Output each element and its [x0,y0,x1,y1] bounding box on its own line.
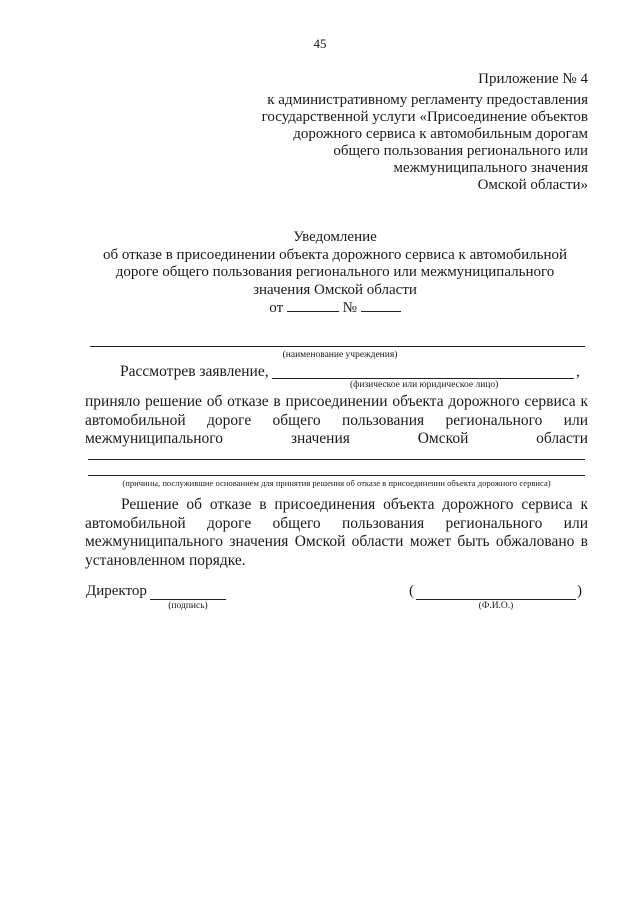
fio-line[interactable] [416,599,576,600]
fio-caption: (Ф.И.О.) [478,601,514,611]
notice-title: Уведомление [293,229,377,245]
fio-open-paren: ( [409,583,414,599]
number-blank[interactable] [361,299,401,312]
notice-line: об отказе в присоединении объекта дорожного сервиса к автомобильной [102,246,568,263]
date-blank[interactable] [287,299,339,312]
considered-label: Рассмотрев заявление, [120,363,269,380]
institution-line[interactable] [90,346,585,347]
appeal-line: автомобильной дороге общего пользования регионального или [85,514,588,532]
decision-paragraph [85,393,588,449]
decision-line: приняло решение об отказе в присоединении объекта дорожного сервиса к [85,393,588,410]
reasons-line-2[interactable] [88,475,585,476]
signature-caption: (подпись) [168,601,208,611]
signature-line[interactable] [150,599,226,600]
fio-close-paren: ) [577,583,582,599]
reasons-line-1[interactable] [88,459,585,460]
appendix-reference [262,92,588,194]
applicant-comma: , [576,363,580,380]
appeal-line: установленном порядке. [85,551,246,569]
notice-date-number [80,299,590,318]
from-label: от [269,300,284,316]
appeal-line: межмуниципального значения Омской области может быть обжаловано в [85,533,588,550]
appendix-line: Омской области» [477,177,588,193]
reasons-caption: (причины, послужившие основанием для принятия решения об отказе в присоединении объекта дорожного сервиса) [122,478,551,488]
applicant-line[interactable] [272,378,574,379]
page-number: 45 [313,36,327,51]
number-label: № [342,300,357,316]
appendix-line: к административному регламенту предоставления [267,92,588,108]
decision-line: межмуниципального значения Омской области [85,430,588,447]
appendix-line: межмуниципального значения [393,160,588,176]
director-label: Директор [86,583,147,599]
institution-caption: (наименование учреждения) [282,350,398,360]
notice-heading [80,229,590,318]
appendix-title: Приложение № 4 [478,71,588,87]
appeal-paragraph [85,496,588,570]
appendix-line: общего пользования регионального или [333,143,588,159]
appeal-line: Решение об отказе в присоединения объекта дорожного сервиса к [121,496,588,513]
decision-line: автомобильной дороге общего пользования регионального или [85,411,588,429]
appendix-line: государственной услуги «Присоединение объектов [261,109,588,125]
notice-line: дороге общего пользования регионального или межмуниципального [115,264,555,280]
appendix-line: дорожного сервиса к автомобильным дорогам [293,126,588,142]
notice-line: значения Омской области [253,281,417,298]
applicant-caption: (физическое или юридическое лицо) [350,380,499,390]
